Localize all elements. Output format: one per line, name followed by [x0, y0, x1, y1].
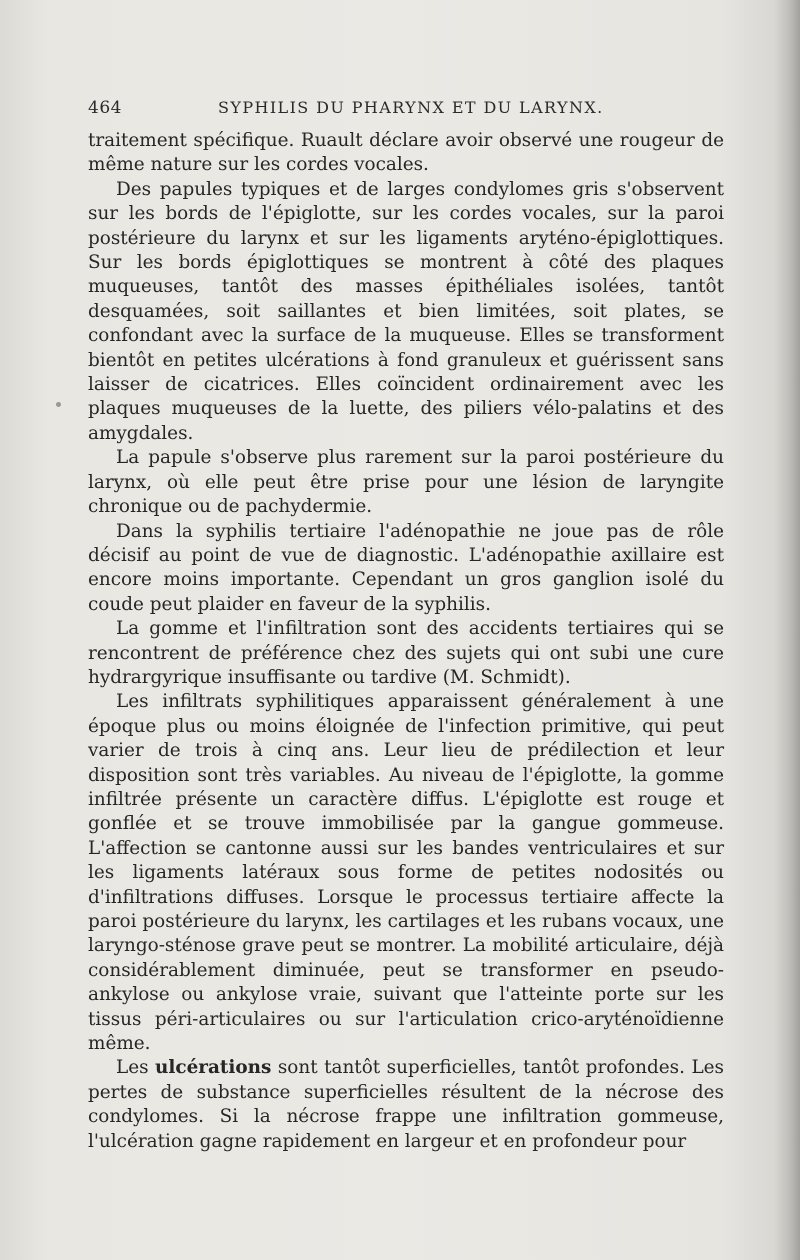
emphasis-term: ulcérations: [155, 1057, 272, 1079]
paragraph-lead: Les: [116, 1057, 156, 1079]
paragraph: Les infiltrats syphilitiques apparaissent généralement à une époque plus ou moins éloignée de l'infection primitive, qui peut varier de trois à cinq ans. Leur lieu de prédilection et leur disposition sont très variables. Au niveau de l'épiglotte, la gomme infiltrée présente un caractère diffus. L'épiglotte est rouge et gonflée et se trouve immobilisée par la gangue gommeuse. L'affection se cantonne aussi sur les bandes ventriculaires et sur les ligaments latéraux sous forme de petites nodosités ou d'infiltrations diffuses. Lorsque le processus tertiaire affecte la paroi postérieure du larynx, les cartilages et les rubans vocaux, une laryngo-sténose grave peut se montrer. La mobilité articulaire, déjà considérablement diminuée, peut se transformer en pseudo-ankylose ou ankylose vraie, suivant que l'atteinte porte sur les tissus péri-articulaires ou sur l'articulation crico-aryténoïdienne même.: [88, 691, 724, 1055]
paragraph: La gomme et l'infiltration sont des accidents tertiaires qui se rencontrent de préférence chez des sujets qui ont subi une cure hydrargyrique insuffisante ou tardive (M. Schmidt).: [88, 618, 724, 688]
running-title: SYPHILIS DU PHARYNX ET DU LARYNX.: [218, 98, 604, 117]
page-number: 464: [88, 98, 122, 118]
page-edge-shadow: [774, 0, 800, 1260]
ink-speck: [56, 402, 61, 407]
page-header: [88, 98, 724, 128]
body-text: [88, 129, 724, 1154]
paragraph-continued: traitement spécifique. Ruault déclare avoir observé une rougeur de même nature sur les cordes vocales.: [88, 130, 724, 176]
paragraph-ulcerations: [88, 1056, 724, 1154]
paragraph: Dans la syphilis tertiaire l'adénopathie ne joue pas de rôle décisif au point de vue de diagnostic. L'adénopathie axillaire est encore moins importante. Cependant un gros ganglion isolé du coude peut plaider en faveur de la syphilis.: [88, 520, 724, 615]
paragraph-rest: sont tantôt superficielles, tantôt profondes. Les pertes de substance superficielles résultent de la nécrose des condylomes. Si la nécrose frappe une infiltration gommeuse, l'ulcération gagne rapidement en largeur et en profondeur pour: [88, 1057, 724, 1152]
paragraph: La papule s'observe plus rarement sur la paroi postérieure du larynx, où elle peut être prise pour une lésion de laryngite chronique ou de pachydermie.: [88, 447, 724, 518]
paragraph: Des papules typiques et de larges condylomes gris s'observent sur les bords de l'épiglotte, sur les cordes vocales, sur la paroi postérieure du larynx et sur les ligaments aryténo-épiglottiques. Sur les bords épiglottiques se montrent à côté des plaques muqueuses, tantôt des masses épithéliales isolées, tantôt desquamées, soit saillantes et bien limitées, soit plates, se confondant avec la surface de la muqueuse. Elles se transforment bientôt en petites ulcérations à fond granuleux et guérissent sans laisser de cicatrices. Elles coïncident ordinairement avec les plaques muqueuses de la luette, des piliers vélo-palatins et des amygdales.: [88, 178, 724, 444]
